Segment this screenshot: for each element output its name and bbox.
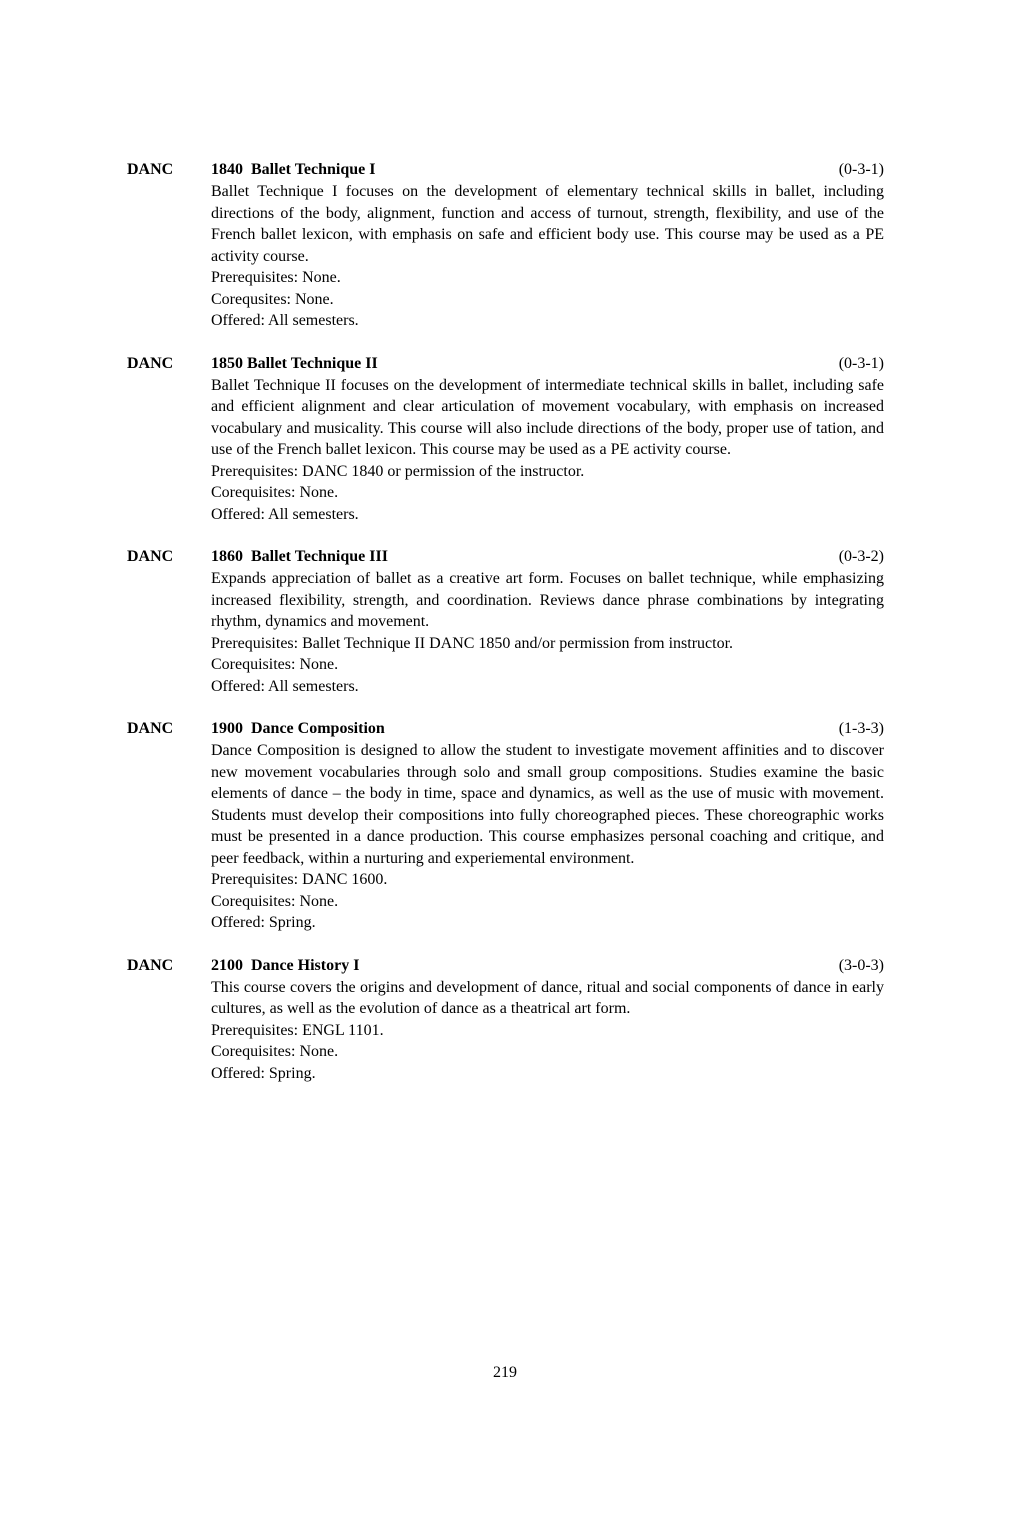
course-prerequisites: Prerequisites: DANC 1840 or permission of the instructor. bbox=[211, 462, 585, 480]
course-title: 1840 Ballet Technique I bbox=[211, 161, 376, 178]
course-entry-danc-2100 bbox=[127, 955, 884, 1085]
course-offered: Offered: All semesters. bbox=[211, 312, 359, 329]
course-department: DANC bbox=[127, 161, 174, 178]
course-entry-danc-1900 bbox=[127, 718, 884, 934]
course-corequisites: Corequisites: None. bbox=[211, 484, 339, 501]
course-prerequisites: Prerequisites: ENGL 1101. bbox=[211, 1021, 384, 1039]
course-offered: Offered: All semesters. bbox=[211, 677, 359, 695]
course-header bbox=[127, 955, 884, 977]
course-prerequisites: Prerequisites: Ballet Technique II DANC 1850 and/or permission from instructor. bbox=[211, 634, 734, 652]
course-hours: (0-3-2) bbox=[838, 548, 884, 565]
course-title: 2100 Dance History I bbox=[211, 956, 360, 974]
course-body bbox=[211, 375, 884, 526]
course-header bbox=[127, 546, 884, 568]
course-description: Ballet Technique I focuses on the development of elementary technical skills in ballet, including directions of the body, alignment, function and access of turnout, strength, flexibility, and use of the French ballet lexicon, with emphasis on safe and efficient body use. This course may be used as a PE activity course. bbox=[211, 183, 884, 265]
course-body bbox=[211, 181, 884, 332]
course-body bbox=[211, 977, 884, 1085]
course-title: 1900 Dance Composition bbox=[211, 720, 385, 737]
course-offered: Offered: Spring. bbox=[211, 914, 316, 931]
course-corequisites: Corequisites: None. bbox=[211, 892, 339, 910]
course-corequisites: Corequsites: None. bbox=[211, 290, 334, 308]
course-body bbox=[211, 740, 884, 934]
course-header bbox=[127, 353, 884, 375]
course-prerequisites: Prerequisites: DANC 1600. bbox=[211, 871, 388, 888]
course-hours: (0-3-1) bbox=[838, 354, 884, 372]
course-header bbox=[127, 159, 884, 181]
course-description: Expands appreciation of ballet as a creative art form. Focuses on ballet technique, while emphasizing increased flexibility, strength, and coordination. Reviews dance phrase combinations by integrating rhythm, dynamics and movement. bbox=[211, 570, 884, 630]
course-prerequisites: Prerequisites: None. bbox=[211, 269, 341, 286]
course-header bbox=[127, 718, 884, 740]
course-title: 1850 Ballet Technique II bbox=[211, 354, 378, 372]
course-hours: (0-3-1) bbox=[838, 161, 884, 178]
course-entry-danc-1850 bbox=[127, 353, 884, 526]
course-offered: Offered: All semesters. bbox=[211, 505, 359, 523]
course-hours: (3-0-3) bbox=[838, 956, 884, 974]
page-number: 219 bbox=[493, 1364, 517, 1381]
course-department: DANC bbox=[127, 548, 174, 565]
course-title: 1860 Ballet Technique III bbox=[211, 548, 388, 565]
course-entry-danc-1840 bbox=[127, 159, 884, 332]
course-offered: Offered: Spring. bbox=[211, 1064, 316, 1082]
course-corequisites: Corequisites: None. bbox=[211, 656, 339, 673]
course-department: DANC bbox=[127, 720, 174, 737]
course-entry-danc-1860 bbox=[127, 546, 884, 697]
course-department: DANC bbox=[127, 956, 174, 974]
course-department: DANC bbox=[127, 354, 174, 372]
course-description: Dance Composition is designed to allow the student to investigate movement affinities and to discover new movement vocabularies through solo and small group compositions. Studies examine the basic elements of dance – the body in time, space and dynamics, as well as the use of music with movement. Students must develop their compositions into fully choreographed pieces. These choreographic works must be presented in a dance production. This course emphasizes personal coaching and critique, and peer feedback, within a nurturing and experiemental environment. bbox=[211, 742, 884, 867]
course-body bbox=[211, 568, 884, 697]
course-description: Ballet Technique II focuses on the development of intermediate technical skills in ballet, including safe and efficient alignment and clear articulation of movement vocabulary, with emphasis on increased vocabulary and musicality. This course will also include directions of the body, proper use of tation, and use of the French ballet lexicon. This course may be used as a PE activity course. bbox=[211, 376, 884, 458]
course-corequisites: Corequisites: None. bbox=[211, 1043, 339, 1060]
course-description: This course covers the origins and development of dance, ritual and social components of dance in early cultures, as well as the evolution of dance as a theatrical art form. bbox=[211, 978, 884, 1017]
course-list bbox=[127, 159, 884, 1105]
course-hours: (1-3-3) bbox=[838, 720, 884, 737]
